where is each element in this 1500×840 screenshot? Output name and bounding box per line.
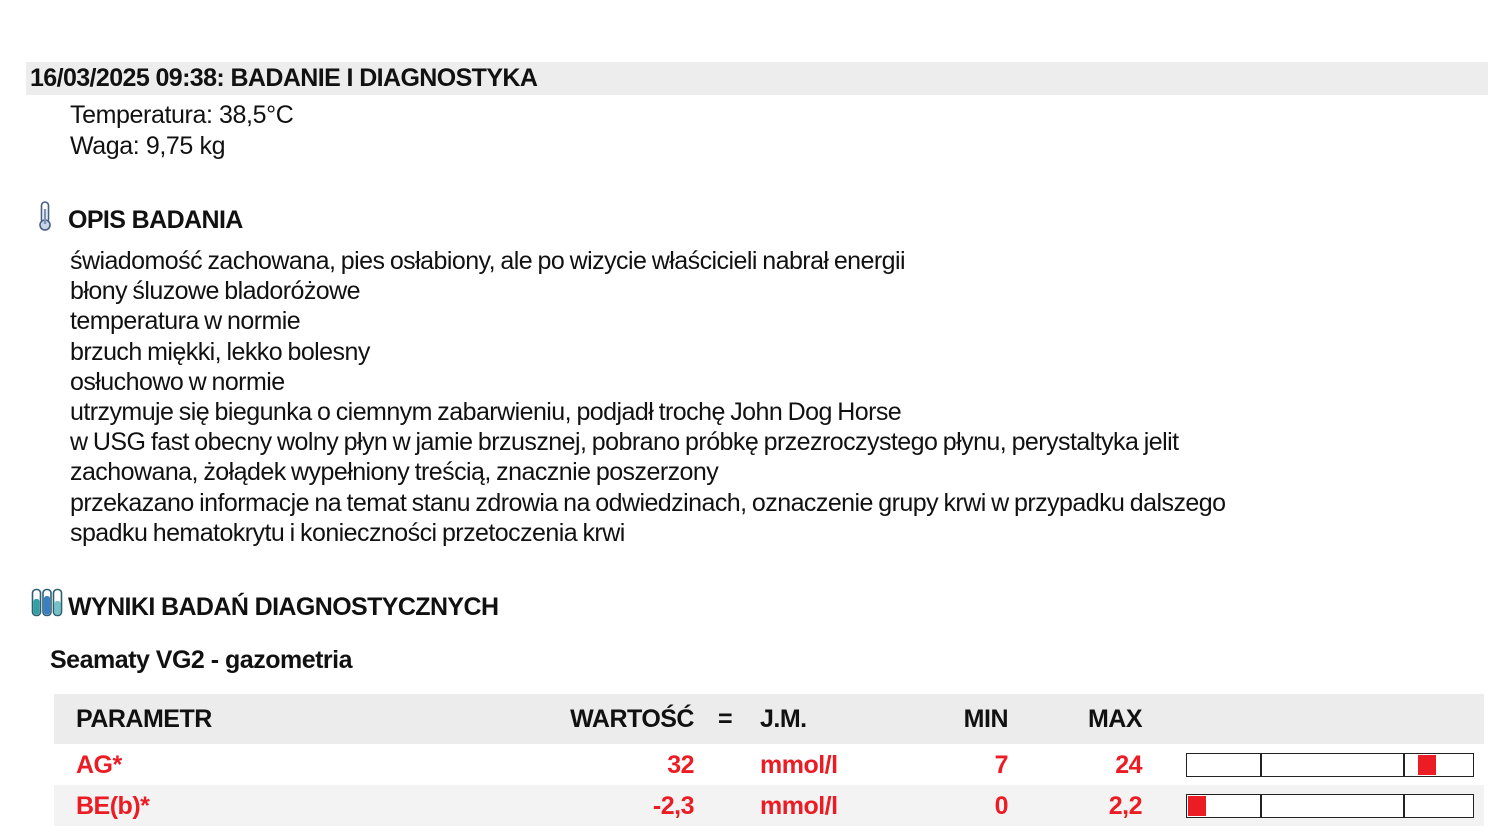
exam-description-line: osłuchowo w normie	[70, 367, 285, 396]
result-param: AG*	[76, 751, 122, 779]
exam-description-line: spadku hematokrytu i konieczności przetoczenia krwi	[70, 518, 625, 547]
column-header-eq: =	[718, 705, 733, 733]
results-table	[54, 694, 1484, 826]
exam-description-line: zachowana, żołądek wypełniony treścią, znacznie poszerzony	[70, 458, 719, 487]
gauge-marker	[1418, 755, 1436, 775]
lab-panel-name: Seamaty VG2 - gazometria	[50, 646, 353, 674]
result-min: 7	[994, 751, 1008, 779]
exam-description-line: błony śluzowe bladoróżowe	[70, 277, 360, 306]
column-header-unit: J.M.	[760, 705, 807, 733]
temperature-value: Temperatura: 38,5°C	[70, 101, 294, 129]
gauge-tick	[1260, 754, 1262, 776]
weight-value: Waga: 9,75 kg	[70, 132, 226, 160]
exam-description-line: temperatura w normie	[70, 307, 301, 336]
column-header-min: MIN	[963, 705, 1008, 733]
range-gauge	[1186, 794, 1474, 818]
result-row	[54, 744, 1484, 785]
exam-description-line: w USG fast obecny wolny płyn w jamie brzusznej, pobrano próbkę przezroczystego płynu, perystaltyka jelit	[70, 428, 1179, 457]
exam-description-line: świadomość zachowana, pies osłabiony, ale po wizycie właścicieli nabrał energii	[70, 247, 906, 275]
column-header-max: MAX	[1087, 705, 1142, 733]
visit-header-title: 16/03/2025 09:38: BADANIE I DIAGNOSTYKA	[30, 64, 538, 92]
gauge-marker	[1188, 796, 1206, 816]
exam-description-line: brzuch miękki, lekko bolesny	[70, 337, 370, 366]
result-row	[54, 785, 1484, 826]
diagnostics-section-title: WYNIKI BADAŃ DIAGNOSTYCZNYCH	[68, 593, 499, 621]
test-tubes-icon	[31, 588, 63, 618]
vitals-block	[70, 100, 293, 162]
exam-description-line: utrzymuje się biegunka o ciemnym zabarwieniu, podjadł trochę John Dog Horse	[70, 398, 902, 427]
result-max: 24	[1115, 751, 1142, 779]
exam-description	[70, 246, 1225, 548]
range-gauge	[1186, 753, 1474, 777]
result-max: 2,2	[1108, 792, 1142, 820]
thermometer-icon	[38, 201, 52, 231]
result-min: 0	[994, 792, 1008, 820]
gauge-tick	[1403, 754, 1405, 776]
results-header-row	[54, 694, 1484, 744]
result-value: -2,3	[652, 792, 694, 820]
gauge-tick	[1403, 795, 1405, 817]
column-header-param: PARAMETR	[76, 705, 212, 733]
gauge-tick	[1260, 795, 1262, 817]
exam-section-title: OPIS BADANIA	[68, 206, 243, 234]
column-header-value: WARTOŚĆ	[570, 705, 694, 733]
result-param: BE(b)*	[76, 792, 150, 820]
result-unit: mmol/l	[760, 792, 838, 820]
result-value: 32	[667, 751, 694, 779]
result-unit: mmol/l	[760, 751, 838, 779]
visit-header-bar	[26, 62, 1488, 95]
exam-description-line: przekazano informacje na temat stanu zdrowia na odwiedzinach, oznaczenie grupy krwi w przypadku dalszego	[70, 488, 1226, 517]
